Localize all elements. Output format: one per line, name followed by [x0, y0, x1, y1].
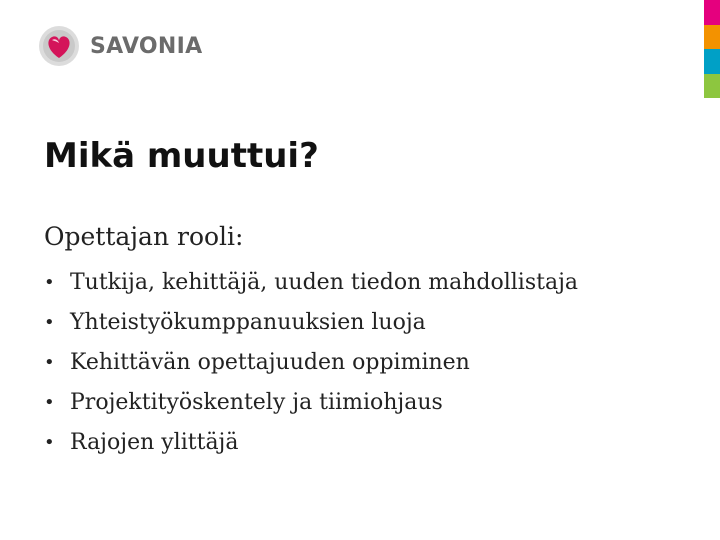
stripe-green	[704, 74, 720, 99]
bullet-dot-icon: •	[44, 311, 55, 333]
bullet-dot-icon: •	[44, 391, 55, 413]
slide-subtitle: Opettajan rooli:	[44, 222, 244, 251]
savonia-logo	[38, 25, 202, 67]
stripe-magenta	[704, 0, 720, 25]
color-stripe	[704, 0, 720, 98]
bullet-dot-icon: •	[44, 351, 55, 373]
list-item	[44, 382, 578, 422]
list-item	[44, 422, 578, 462]
bullet-text: Yhteistyökumppanuuksien luoja	[70, 309, 426, 335]
stripe-orange	[704, 25, 720, 50]
bullet-text: Projektityöskentely ja tiimiohjaus	[70, 389, 443, 415]
bullet-dot-icon: •	[44, 431, 55, 453]
bullet-list	[44, 262, 578, 462]
savonia-heart-logo-icon	[38, 25, 80, 67]
bullet-text: Tutkija, kehittäjä, uuden tiedon mahdollistaja	[70, 269, 579, 295]
bullet-text: Rajojen ylittäjä	[70, 429, 239, 455]
list-item	[44, 262, 578, 302]
slide-title: Mikä muuttui?	[44, 136, 319, 176]
stripe-cyan	[704, 49, 720, 74]
list-item	[44, 342, 578, 382]
list-item	[44, 302, 578, 342]
brand-name: SAVONIA	[90, 33, 203, 59]
bullet-dot-icon: •	[44, 271, 55, 293]
bullet-text: Kehittävän opettajuuden oppiminen	[70, 349, 470, 375]
